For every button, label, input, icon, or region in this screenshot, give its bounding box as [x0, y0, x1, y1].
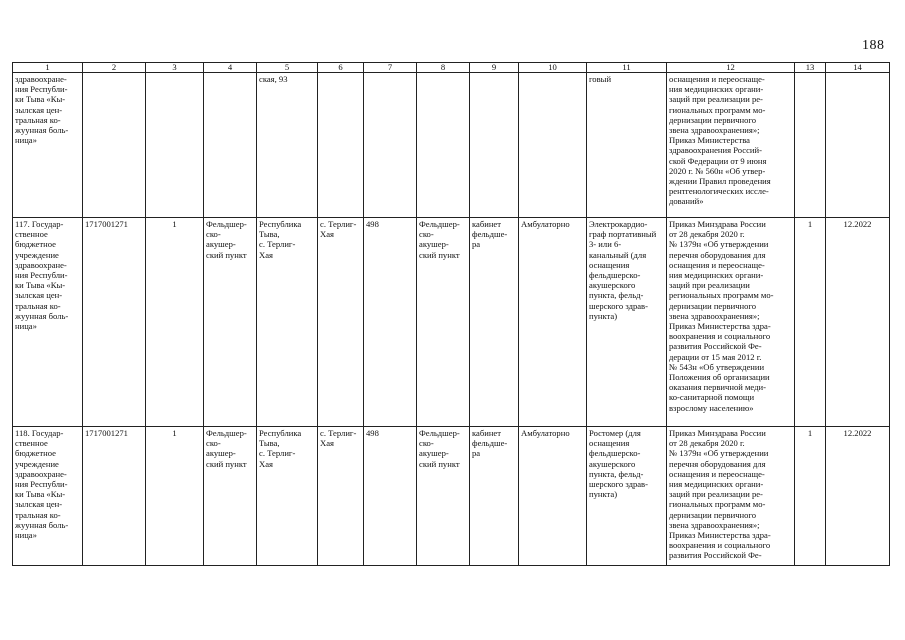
count-cell: 1 — [146, 427, 204, 566]
column-header: 13 — [795, 63, 826, 73]
date-cell — [826, 73, 890, 218]
column-header: 8 — [417, 63, 470, 73]
quantity-cell — [795, 73, 826, 218]
legal-basis-cell: оснащения и переоснаще- ния медицинских органи- заций при реализации ре- гиональных программ мо- дернизации первичного звена здравоохранения»; Приказ Министерства здравоохранения Россий- ской Федерации от 9 июня 2020 г. № 560н «Об утвер- ждении Правил проведения рентгенологических иссле- дований» — [667, 73, 795, 218]
population-cell: 498 — [364, 427, 417, 566]
address-cell: Республика Тыва, с. Терлиг- Хая — [257, 218, 318, 427]
legal-basis-cell: Приказ Минздрава России от 28 декабря 2020 г. № 1379н «Об утверждении перечня оборудования для оснащения и переоснаще- ния медицинских органи- заций при реализации ре- гиональных программ мо- дернизации первичного звена здравоохранения»; Приказ Министерства здра- воохранения и социального развития Российской Фе- — [667, 427, 795, 566]
legal-basis-cell: Приказ Минздрава России от 28 декабря 2020 г. № 1379н «Об утверждении перечня оборудования для оснащения и переоснаще- ния медицинских органи- заций при реализации региональных программ мо- дернизации первичного звена здравоохранения»; Приказ Министерства здра- воохранения и социального развития Российской Фе- дерации от 15 мая 2012 г. № 543н «Об утверждении Положения об организации оказания первичной меди- ко-санитарной помощи взрослому населению» — [667, 218, 795, 427]
room-cell — [470, 73, 519, 218]
column-header: 2 — [83, 63, 146, 73]
facility-type-cell: Фельдшер- ско- акушер- ский пункт — [204, 218, 257, 427]
unit-cell: Фельдшер- ско- акушер- ский пункт — [417, 427, 470, 566]
column-header: 9 — [470, 63, 519, 73]
quantity-cell: 1 — [795, 427, 826, 566]
care-form-cell — [519, 73, 587, 218]
column-header: 12 — [667, 63, 795, 73]
inn-cell: 1717001271 — [83, 427, 146, 566]
column-header: 4 — [204, 63, 257, 73]
care-form-cell: Амбулаторно — [519, 218, 587, 427]
population-cell — [364, 73, 417, 218]
room-cell: кабинет фельдше- ра — [470, 427, 519, 566]
equipment-cell: Ростомер (для оснащения фельдшерско- акушерского пункта, фельд- шерского здрав- пункта) — [587, 427, 667, 566]
column-header: 14 — [826, 63, 890, 73]
page-number: 188 — [862, 38, 885, 53]
address-cell: ская, 93 — [257, 73, 318, 218]
address-cell: Республика Тыва, с. Терлиг- Хая — [257, 427, 318, 566]
quantity-cell: 1 — [795, 218, 826, 427]
settlement-cell — [318, 73, 364, 218]
table-row — [13, 218, 890, 427]
column-header: 5 — [257, 63, 318, 73]
institution-cell: 117. Государ- ственное бюджетное учреждение здравоохране- ния Республи- ки Тыва «Кы- зылская цен- тральная ко- жуунная боль- ница» — [13, 218, 83, 427]
inn-cell — [83, 73, 146, 218]
date-cell: 12.2022 — [826, 218, 890, 427]
column-header: 6 — [318, 63, 364, 73]
equipment-cell: говый — [587, 73, 667, 218]
column-header: 1 — [13, 63, 83, 73]
facility-type-cell — [204, 73, 257, 218]
column-header: 11 — [587, 63, 667, 73]
date-cell: 12.2022 — [826, 427, 890, 566]
count-cell — [146, 73, 204, 218]
column-header: 10 — [519, 63, 587, 73]
count-cell: 1 — [146, 218, 204, 427]
facility-type-cell: Фельдшер- ско- акушер- ский пункт — [204, 427, 257, 566]
column-number-row — [13, 63, 890, 73]
equipment-table — [12, 62, 890, 566]
settlement-cell: с. Терлиг- Хая — [318, 218, 364, 427]
table-row — [13, 427, 890, 566]
care-form-cell: Амбулаторно — [519, 427, 587, 566]
institution-cell: здравоохране- ния Республи- ки Тыва «Кы- зылская цен- тральная ко- жуунная боль- ница» — [13, 73, 83, 218]
inn-cell: 1717001271 — [83, 218, 146, 427]
unit-cell — [417, 73, 470, 218]
settlement-cell: с. Терлиг- Хая — [318, 427, 364, 566]
unit-cell: Фельдшер- ско- акушер- ский пункт — [417, 218, 470, 427]
room-cell: кабинет фельдше- ра — [470, 218, 519, 427]
population-cell: 498 — [364, 218, 417, 427]
table-row — [13, 73, 890, 218]
column-header: 7 — [364, 63, 417, 73]
equipment-cell: Электрокардио- граф портативный 3- или 6- канальный (для оснащения фельдшерско- акушерского пункта, фельд- шерского здрав- пункта) — [587, 218, 667, 427]
institution-cell: 118. Государ- ственное бюджетное учреждение здравоохране- ния Республи- ки Тыва «Кы- зылская цен- тральная ко- жуунная боль- ница» — [13, 427, 83, 566]
column-header: 3 — [146, 63, 204, 73]
